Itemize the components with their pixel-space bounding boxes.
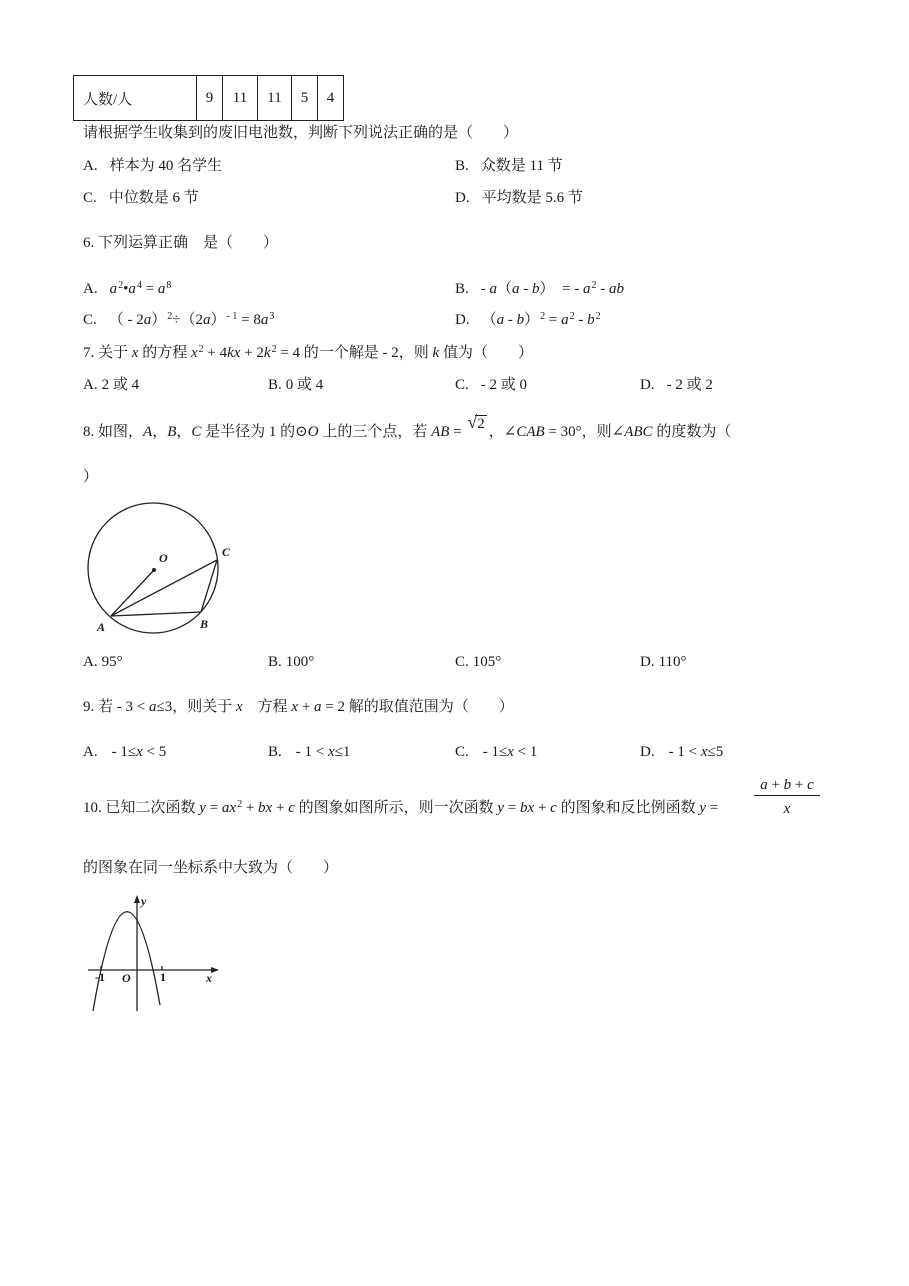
math-text: = xyxy=(706,800,719,816)
data-table xyxy=(73,75,344,121)
q5-option-a xyxy=(83,156,222,176)
option-expression xyxy=(669,744,724,760)
fraction-denominator: x xyxy=(783,801,791,817)
math-variable: c xyxy=(807,777,814,793)
math-text: 10. 已知二次函数 xyxy=(83,800,200,816)
math-text: < 1 xyxy=(513,744,538,760)
q8-stem-part1 xyxy=(83,424,465,440)
q9-option-c xyxy=(455,742,537,762)
math-text: （ xyxy=(481,312,497,328)
q5-stem: 请根据学生收集到的废旧电池数，判断下列说法正确的是（ ） xyxy=(83,125,519,141)
q6-option-c xyxy=(83,310,274,330)
math-text: - 1≤ xyxy=(482,744,508,760)
math-exponent: 3 xyxy=(269,311,275,322)
math-variable: x xyxy=(700,744,708,760)
y-axis-label: y xyxy=(141,894,147,908)
math-text: 8. 如图， xyxy=(83,424,144,440)
math-variable: y xyxy=(699,800,707,816)
option-label: B. xyxy=(455,281,469,297)
math-variable: y xyxy=(199,800,206,816)
math-text: - xyxy=(574,312,588,328)
math-text: - 1 < xyxy=(668,744,701,760)
math-text: 上的三个点，若 xyxy=(318,424,432,440)
option-label: D. xyxy=(640,377,655,393)
q9-option-d xyxy=(640,742,723,762)
math-text: （ xyxy=(497,281,513,297)
math-variable: a xyxy=(260,312,269,328)
math-variable: a xyxy=(314,699,322,715)
q7-stem xyxy=(83,343,533,363)
math-text: ≤1 xyxy=(334,744,351,760)
y-axis-arrow xyxy=(134,895,140,903)
math-text: - xyxy=(596,281,609,297)
option-label: D. xyxy=(455,190,470,206)
option-text: 平均数是 5.6 节 xyxy=(481,190,583,206)
math-variable: a xyxy=(148,699,157,715)
q5-option-c xyxy=(83,188,199,208)
option-text: 众数是 11 节 xyxy=(480,158,563,174)
option-label: C. xyxy=(455,744,469,760)
option-label: C. xyxy=(83,312,97,328)
option-label: C. xyxy=(455,377,469,393)
math-variable: c xyxy=(288,800,295,816)
math-variable: bx xyxy=(258,800,273,816)
label-o: O xyxy=(159,551,168,565)
math-text: - xyxy=(480,281,490,297)
math-text: - 1≤ xyxy=(111,744,137,760)
math-text: 的图象和反比例函数 xyxy=(556,800,700,816)
math-variable: y xyxy=(497,800,505,816)
label-c: C xyxy=(222,545,231,559)
math-variable: a xyxy=(760,777,768,793)
math-text: + xyxy=(767,777,784,793)
math-variable: x xyxy=(136,744,143,760)
table-cell: 4 xyxy=(317,76,343,120)
math-text: = xyxy=(545,312,562,328)
x-axis-label: x xyxy=(206,971,212,985)
option-expression xyxy=(482,312,601,328)
math-variable: b xyxy=(783,777,792,793)
option-label: D. xyxy=(455,312,470,328)
q6-option-d xyxy=(455,310,601,330)
math-text: 的方程 xyxy=(138,345,191,361)
math-exponent: 2 xyxy=(540,311,546,322)
option-text: 105° xyxy=(472,654,502,670)
option-label: A. xyxy=(83,654,98,670)
math-variable: b xyxy=(516,312,525,328)
q7-option-b xyxy=(268,375,323,395)
math-variable: a xyxy=(203,312,211,328)
math-text: 7. 关于 xyxy=(83,345,132,361)
math-exponent: 2 xyxy=(591,280,597,291)
math-text: ， xyxy=(176,424,192,440)
math-variable: b xyxy=(587,312,595,328)
math-variable: bx xyxy=(520,800,535,816)
option-text: 0 或 4 xyxy=(285,377,324,393)
option-label: C. xyxy=(83,190,97,206)
q8-option-d xyxy=(640,652,687,672)
math-variable: a xyxy=(143,312,152,328)
math-text: + xyxy=(272,800,289,816)
math-text: ÷（2 xyxy=(172,312,204,328)
math-text: = 2 解的取值范围为（ ） xyxy=(321,699,514,715)
math-text: = 30°，则∠ xyxy=(544,424,625,440)
tick-label-neg-one: -1 xyxy=(95,970,105,984)
math-text: = xyxy=(504,800,521,816)
radicand: 2 xyxy=(477,416,485,432)
math-text: 是半径为 1 的⊙ xyxy=(201,424,308,440)
origin-label: O xyxy=(122,971,131,985)
math-variable: A xyxy=(143,424,153,440)
math-text: • xyxy=(123,281,129,297)
math-variable: AB xyxy=(431,424,450,440)
math-text: 的度数为（ xyxy=(652,424,732,440)
math-exponent: 2 xyxy=(237,799,243,810)
fraction-numerator xyxy=(754,775,820,796)
math-text: - 1 < xyxy=(295,744,328,760)
q10-stem xyxy=(83,798,718,818)
tick-label-one: 1 xyxy=(160,970,166,984)
x-axis-arrow xyxy=(211,967,219,973)
math-variable: x xyxy=(507,744,514,760)
math-text: - xyxy=(504,312,517,328)
math-variable: O xyxy=(307,424,319,440)
option-expression xyxy=(112,744,167,760)
label-b: B xyxy=(200,617,209,631)
math-variable: a xyxy=(512,281,520,297)
math-variable: x xyxy=(131,345,139,361)
math-text: + xyxy=(534,800,551,816)
option-label: A. xyxy=(83,158,98,174)
option-text: - 2 或 2 xyxy=(666,377,713,393)
option-expression xyxy=(296,744,351,760)
q9-stem xyxy=(83,697,514,717)
option-text: 110° xyxy=(658,654,687,670)
math-text: - xyxy=(519,281,533,297)
option-expression xyxy=(109,312,275,328)
math-text: < 5 xyxy=(142,744,167,760)
q5-option-d xyxy=(455,188,583,208)
math-variable: B xyxy=(167,424,177,440)
math-variable: c xyxy=(550,800,557,816)
math-variable: a xyxy=(109,281,118,297)
parabola-curve xyxy=(93,912,160,1011)
q6-option-a xyxy=(83,279,171,299)
q8-stem-part2 xyxy=(489,424,732,440)
math-variable: a xyxy=(489,281,498,297)
math-exponent: 2 xyxy=(167,311,173,322)
option-label: B. xyxy=(268,654,282,670)
math-variable: x xyxy=(291,699,299,715)
option-label: C. xyxy=(455,654,469,670)
math-text: = xyxy=(205,800,222,816)
math-variable: ab xyxy=(609,281,624,297)
math-text: ，∠ xyxy=(488,424,517,440)
math-text: 值为（ ） xyxy=(439,345,533,361)
q7-option-a xyxy=(83,375,139,395)
math-text: + xyxy=(791,777,808,793)
table-cell: 11 xyxy=(257,76,291,120)
math-exponent: 2 xyxy=(595,311,601,322)
math-exponent: - 1 xyxy=(226,311,238,322)
math-variable: x xyxy=(190,345,198,361)
label-a: A xyxy=(97,620,106,634)
math-text: 方程 xyxy=(242,699,292,715)
math-text: + 4 xyxy=(203,345,228,361)
math-text: （ - 2 xyxy=(108,312,144,328)
q7-option-d xyxy=(640,375,713,395)
option-text: 样本为 40 名学生 xyxy=(109,158,223,174)
math-text: ） xyxy=(210,312,226,328)
segment-ao xyxy=(111,570,154,616)
option-label: A. xyxy=(83,377,98,393)
q8-stem-line2: ） xyxy=(83,469,99,485)
q9-option-b xyxy=(268,742,350,762)
math-variable: a xyxy=(583,281,591,297)
q8-option-a xyxy=(83,652,123,672)
radical-sign: √ xyxy=(467,412,478,432)
math-variable: a xyxy=(561,312,569,328)
math-variable: x xyxy=(327,744,335,760)
option-expression xyxy=(110,281,172,297)
math-text: + xyxy=(298,699,315,715)
math-variable: a xyxy=(157,281,166,297)
option-label: B. xyxy=(268,744,282,760)
q7-option-c xyxy=(455,375,527,395)
q10-parabola-figure xyxy=(85,890,225,1015)
math-text: 的图象如图所示，则一次函数 xyxy=(294,800,498,816)
math-variable: a xyxy=(128,281,136,297)
math-text: ） xyxy=(151,312,167,328)
option-text: 95° xyxy=(101,654,123,670)
math-variable: a xyxy=(496,312,505,328)
q6-option-b xyxy=(455,279,624,299)
q10-stem-line2: 的图象在同一坐标系中大致为（ ） xyxy=(83,860,339,876)
sqrt-expression xyxy=(467,412,486,434)
table-header-cell: 人数/人 xyxy=(83,91,133,108)
math-exponent: 2 xyxy=(198,344,204,355)
math-variable: b xyxy=(532,281,540,297)
option-label: A. xyxy=(83,281,98,297)
math-variable: ax xyxy=(221,800,237,816)
math-text: + xyxy=(242,800,259,816)
q6-stem: 6. 下列运算正确 是（ ） xyxy=(83,235,279,251)
math-variable: C xyxy=(191,424,202,440)
center-point xyxy=(152,568,156,572)
math-variable: x xyxy=(235,699,243,715)
option-text: - 2 或 0 xyxy=(480,377,528,393)
table-cell: 5 xyxy=(291,76,317,120)
math-text: = 8 xyxy=(237,312,261,328)
math-variable: k xyxy=(263,345,271,361)
math-exponent: 2 xyxy=(569,311,575,322)
q5-option-b xyxy=(455,156,563,176)
math-text: = xyxy=(141,281,158,297)
option-label: B. xyxy=(455,158,469,174)
math-text: = 4 的一个解是 - 2，则 xyxy=(276,345,433,361)
option-expression xyxy=(483,744,538,760)
q8-option-b xyxy=(268,652,314,672)
math-exponent: 4 xyxy=(136,280,142,291)
math-text: 9. 若 - 3 < xyxy=(83,699,149,715)
option-text: 2 或 4 xyxy=(101,377,140,393)
math-variable: kx xyxy=(227,345,241,361)
option-label: A. xyxy=(83,744,98,760)
q9-option-a xyxy=(83,742,166,762)
q8-stem xyxy=(83,412,732,440)
math-text: ≤3，则关于 xyxy=(156,699,236,715)
math-exponent: 8 xyxy=(166,280,172,291)
option-expression xyxy=(481,281,624,297)
option-text: 中位数是 6 节 xyxy=(108,190,199,206)
segment-ac xyxy=(111,560,217,616)
option-label: D. xyxy=(640,654,655,670)
table-cell: 11 xyxy=(222,76,257,120)
math-text: ≤5 xyxy=(707,744,724,760)
math-exponent: 2 xyxy=(271,344,277,355)
math-text: = xyxy=(449,424,466,440)
math-text: ） = - xyxy=(539,281,583,297)
q8-option-c xyxy=(455,652,501,672)
math-variable: k xyxy=(432,345,440,361)
math-variable: ABC xyxy=(624,424,653,440)
math-text: ） xyxy=(524,312,540,328)
option-text: 100° xyxy=(285,654,315,670)
table-cell: 9 xyxy=(196,76,222,120)
math-exponent: 2 xyxy=(118,280,124,291)
segment-ab xyxy=(111,612,201,616)
option-label: B. xyxy=(268,377,282,393)
q8-circle-figure xyxy=(85,495,250,640)
math-text: + 2 xyxy=(240,345,264,361)
math-variable: CAB xyxy=(516,424,545,440)
option-label: D. xyxy=(640,744,655,760)
math-text: ， xyxy=(152,424,168,440)
